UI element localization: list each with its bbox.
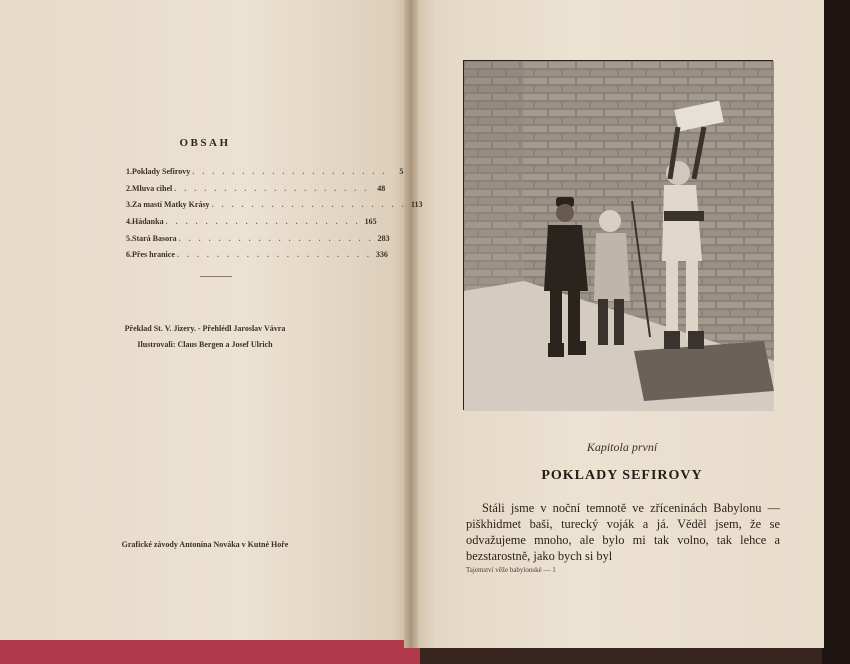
toc-leader-dots: . . . . . . . . . . . . . . . . . . . . bbox=[192, 167, 388, 176]
toc-entry-page: 5 bbox=[399, 167, 404, 176]
toc-entry-title: Mluva cihel bbox=[132, 183, 173, 193]
chapter-body-text bbox=[466, 500, 780, 564]
toc-leader-dots: . . . . . . . . . . . . . . . . . . . . bbox=[176, 250, 372, 260]
toc-entry bbox=[126, 183, 386, 201]
toc-entry bbox=[126, 233, 390, 251]
toc-entry-number: 5. bbox=[126, 233, 132, 243]
toc-entry-number: 4. bbox=[126, 217, 132, 227]
toc-entry bbox=[126, 200, 423, 217]
toc-leader-dots: . . . . . . . . . . . . . . . . . . . . bbox=[178, 233, 374, 243]
chapter-label: Kapitola první bbox=[586, 440, 658, 454]
toc-entry-title: Přes hranice bbox=[132, 250, 175, 260]
toc-entry-title: Za mastí Matky Krásy bbox=[132, 200, 210, 210]
toc-entry-number: 2. bbox=[126, 183, 132, 193]
toc-heading: OBSAH bbox=[179, 137, 231, 149]
toc-entry-page: 165 bbox=[364, 217, 377, 227]
chapter-title: POKLADY SEFIROVY bbox=[541, 468, 703, 483]
toc-divider bbox=[200, 276, 232, 277]
toc-entry-number: 1. bbox=[126, 167, 132, 176]
toc-entry bbox=[126, 167, 404, 184]
toc-entry-number: 3. bbox=[126, 200, 132, 210]
printer-imprint: Grafické závody Antonína Nováka v Kutné Hoře bbox=[121, 540, 289, 549]
toc-entry bbox=[126, 250, 388, 267]
toc-entry-page: 283 bbox=[377, 233, 390, 243]
chapter-illustration bbox=[463, 60, 773, 410]
cloth-binding-edge bbox=[0, 640, 420, 664]
toc-entry-title: Stará Basora bbox=[132, 233, 177, 243]
toc-leader-dots: . . . . . . . . . . . . . . . . . . . . bbox=[165, 217, 361, 227]
toc-leader-dots: . . . . . . . . . . . . . . . . . . . . bbox=[174, 183, 370, 193]
body-paragraph: Stáli jsme v noční temnotě ve zříceninách Babylonu — piškhidmet baši, turecký voják a já. Věděl jsem, že se odvažujeme mnoho, ale bylo mi tak volno, tak lehce a bezstarostně, jako bych si byl bbox=[466, 501, 780, 563]
toc-entry-page: 48 bbox=[377, 183, 386, 193]
table-of-contents bbox=[126, 167, 423, 267]
toc-entry-page: 336 bbox=[375, 250, 388, 260]
page-signature: Tajemství věže babylonské — 1 bbox=[466, 566, 556, 574]
illustration-credit: Ilustrovali: Claus Bergen a Josef Ulrich bbox=[137, 340, 273, 349]
toc-leader-dots: . . . . . . . . . . . . . . . . . . . . bbox=[211, 200, 407, 210]
right-background-edge bbox=[822, 0, 850, 664]
toc-entry-title: Hádanka bbox=[132, 217, 164, 227]
toc-entry-title: Poklady Sefirovy bbox=[132, 167, 191, 176]
toc-entry bbox=[126, 217, 377, 234]
translation-credit: Překlad St. V. Jizery. - Přehlédl Jaroslav Vávra bbox=[124, 324, 286, 333]
toc-entry-number: 6. bbox=[126, 250, 132, 260]
toc-entry-page: 113 bbox=[411, 200, 423, 210]
